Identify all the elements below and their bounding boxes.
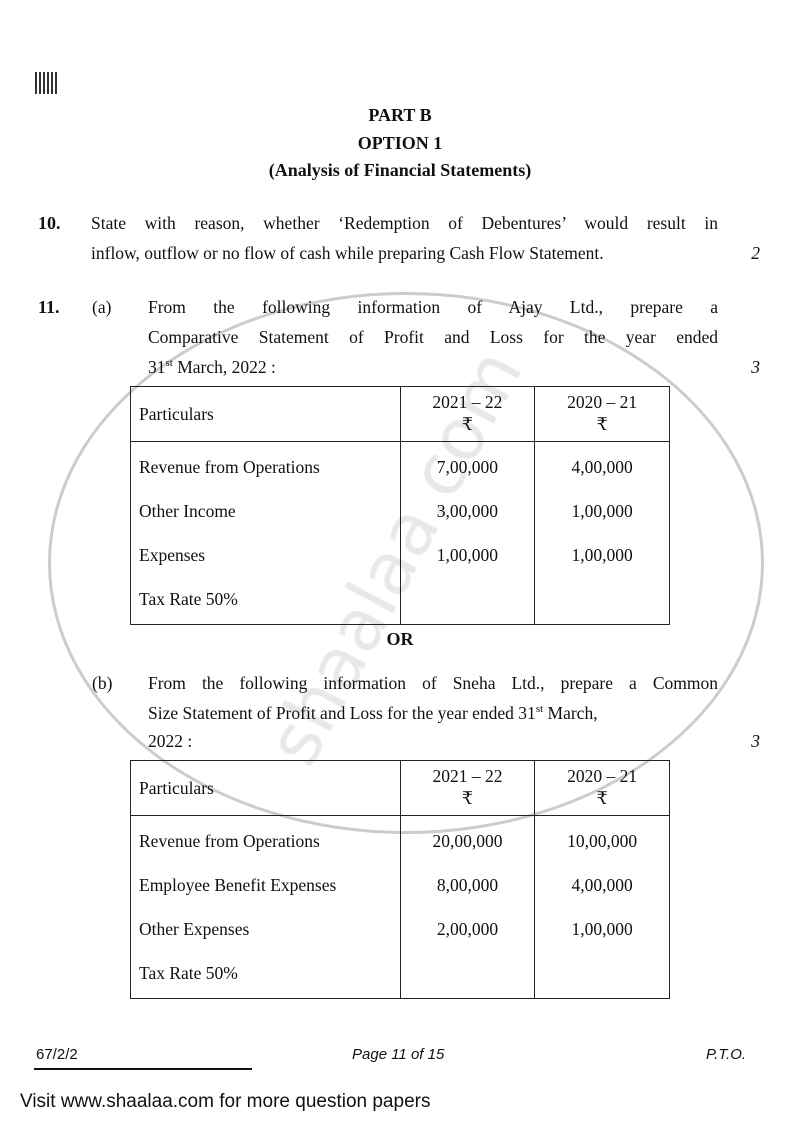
row-label: Tax Rate 50% (139, 963, 238, 983)
question-text: Comparative Statement of Profit and Loss for the year ended (148, 327, 718, 347)
paper-code: 67/2/2 (36, 1046, 78, 1063)
question-text: From the following information of Sneha Ltd., prepare a Common (148, 673, 718, 693)
cell-value: 8,00,000 (436, 875, 499, 895)
row-label: Other Expenses (139, 919, 250, 939)
column-header: 2020 – 21 ₹ (567, 766, 638, 808)
question-text: 2022 : (148, 731, 193, 751)
marks: 3 (751, 357, 760, 377)
pto-label: P.T.O. (706, 1046, 747, 1063)
cell-value: 1,00,000 (571, 501, 633, 521)
question-text: From the following information of Ajay Ltd., prepare a (148, 297, 718, 317)
question-text: 31st March, 2022 : (148, 357, 276, 377)
page-number: Page 11 of 15 (352, 1046, 445, 1063)
cell-value: 1,00,000 (571, 545, 633, 565)
column-header: Particulars (139, 404, 214, 424)
shaalaa-banner[interactable]: Visit www.shaalaa.com for more question papers (20, 1091, 431, 1112)
cell-value: 1,00,000 (571, 919, 633, 939)
column-header: 2020 – 21 ₹ (567, 392, 638, 434)
sub-label: (a) (92, 297, 112, 317)
row-label: Other Income (139, 501, 236, 521)
cell-value: 4,00,000 (571, 457, 633, 477)
sub-label: (b) (92, 673, 113, 693)
data-table-b (130, 760, 670, 999)
column-header: 2021 – 22 ₹ (432, 392, 503, 434)
cell-value: 7,00,000 (436, 457, 499, 477)
question-number: 10. (38, 213, 61, 233)
row-label: Revenue from Operations (139, 457, 320, 477)
column-header: 2021 – 22 ₹ (432, 766, 503, 808)
row-label: Expenses (139, 545, 206, 565)
part-heading: PART B (368, 105, 432, 125)
cell-value: 4,00,000 (571, 875, 633, 895)
question-text: Size Statement of Profit and Loss for the year ended 31st March, (148, 703, 598, 723)
question-text: inflow, outflow or no flow of cash while preparing Cash Flow Statement. (91, 243, 604, 263)
question-number: 11. (38, 297, 60, 317)
cell-value: 20,00,000 (432, 831, 503, 851)
or-separator: OR (386, 629, 414, 649)
data-table-a (130, 386, 670, 625)
row-label: Employee Benefit Expenses (139, 875, 337, 895)
cell-value: 3,00,000 (436, 501, 499, 521)
option-heading: OPTION 1 (357, 133, 443, 153)
section-subtitle: (Analysis of Financial Statements) (268, 160, 532, 180)
marks: 3 (751, 731, 760, 751)
question-text: State with reason, whether ‘Redemption of Debentures’ would result in (91, 213, 718, 233)
footer-rule (34, 1068, 252, 1070)
row-label: Revenue from Operations (139, 831, 320, 851)
cell-value: 2,00,000 (436, 919, 499, 939)
cell-value: 10,00,000 (567, 831, 638, 851)
cell-value: 1,00,000 (436, 545, 499, 565)
row-label: Tax Rate 50% (139, 589, 238, 609)
marks: 2 (751, 243, 760, 263)
column-header: Particulars (139, 778, 214, 798)
